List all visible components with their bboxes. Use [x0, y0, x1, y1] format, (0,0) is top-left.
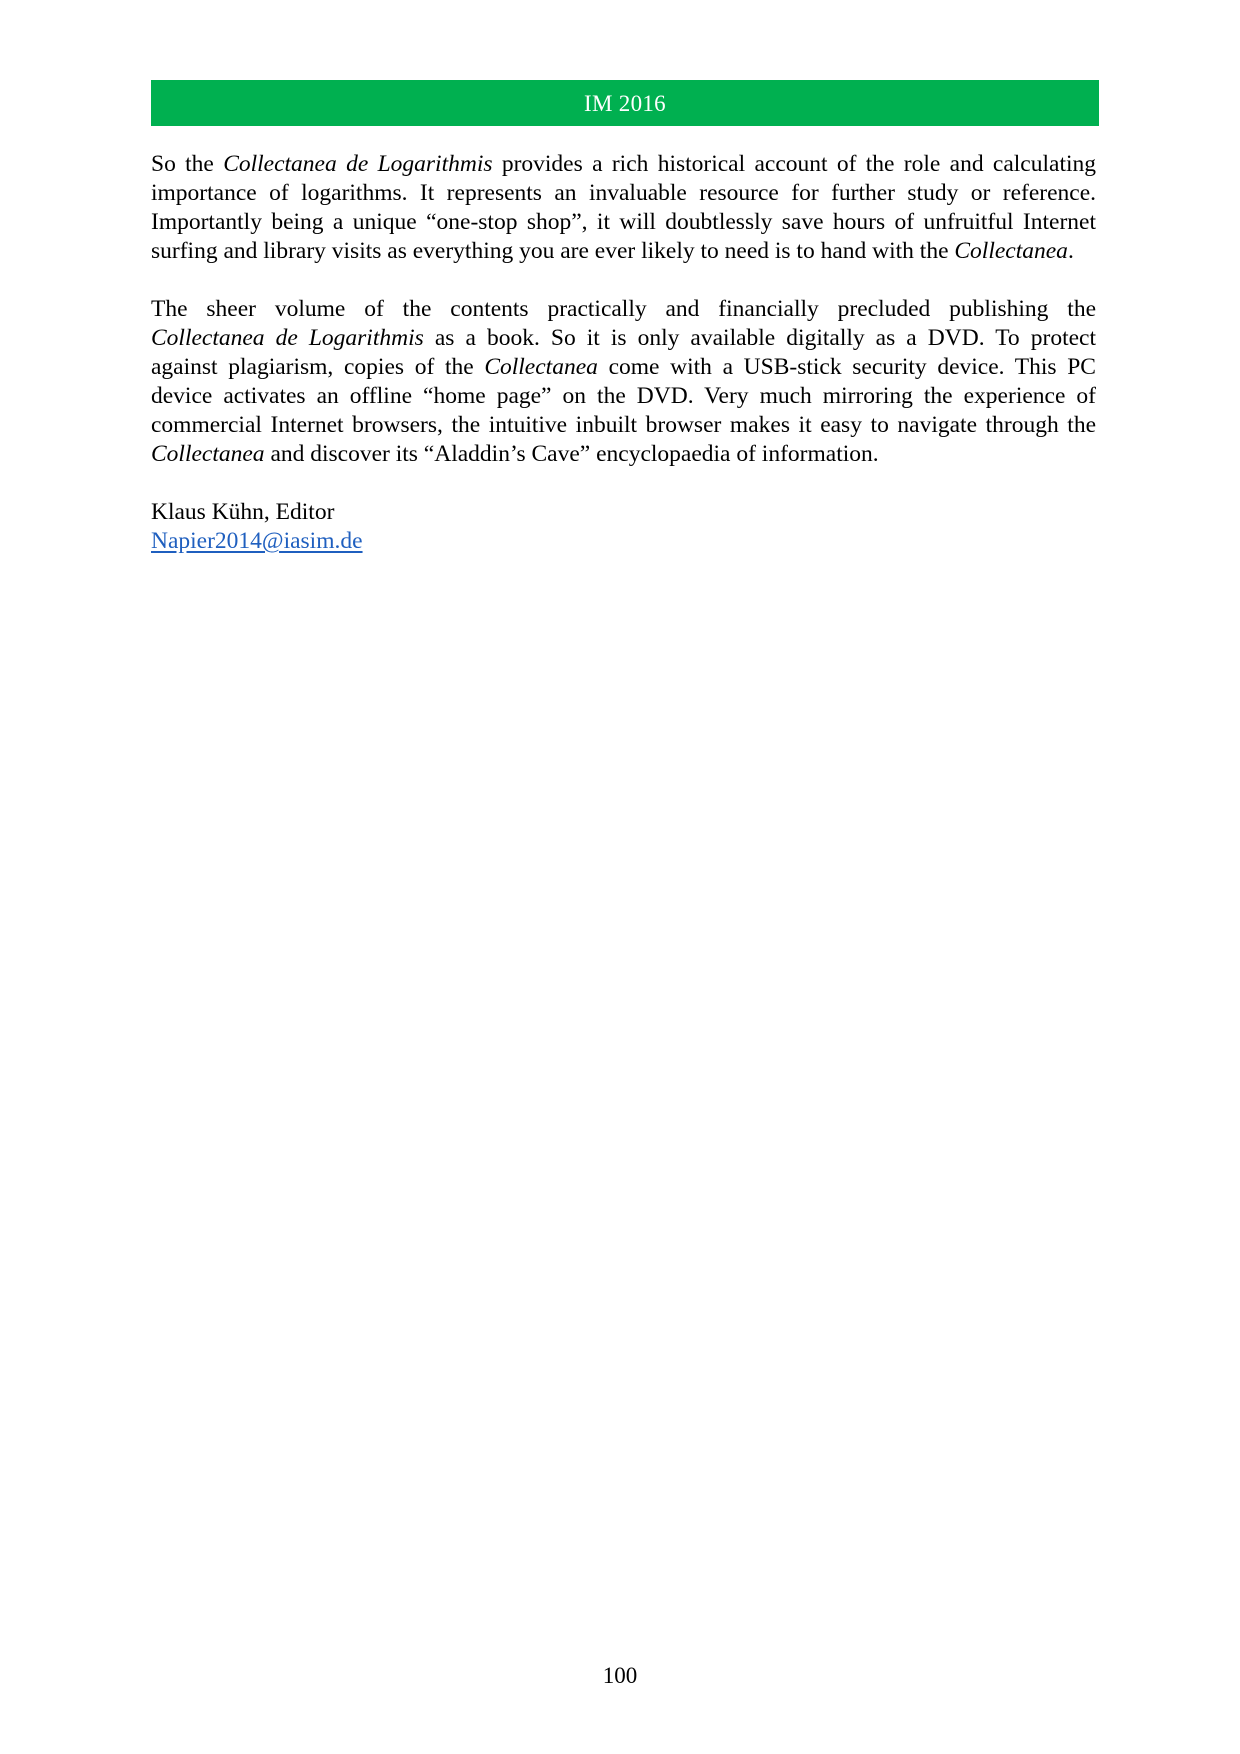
- text-run: and discover its “Aladdin’s Cave” encyclopaedia of information.: [264, 441, 879, 467]
- text-line: [151, 324, 1096, 353]
- signature-block: [151, 498, 1096, 556]
- page-number: 100: [602, 1663, 638, 1688]
- editor-name: Klaus Kühn, Editor: [151, 499, 335, 525]
- italic-title: Collectanea: [484, 354, 598, 380]
- text-run: So the: [151, 151, 224, 177]
- header-bar: [151, 80, 1099, 126]
- page-content: [151, 150, 1096, 556]
- text-line: [151, 353, 1096, 382]
- italic-title: Collectanea: [151, 441, 265, 467]
- text-line: Importantly being a unique “one-stop shop”, it will doubtlessly save hours of unfruitful Internet: [151, 209, 1096, 235]
- header-title: IM 2016: [584, 90, 666, 116]
- text-line: commercial Internet browsers, the intuitive inbuilt browser makes it easy to navigate through the: [151, 412, 1096, 438]
- italic-title: Collectanea de Logarithmis: [223, 151, 493, 177]
- text-run: come with a USB-stick security device. This PC: [597, 354, 1096, 380]
- paragraph-distribution: [151, 295, 1096, 469]
- text-line: The sheer volume of the contents practically and financially precluded publishing the: [151, 296, 1096, 322]
- text-run: surfing and library visits as everything you are ever likely to need is to hand with the: [151, 238, 955, 264]
- text-run: provides a rich historical account of the role and calculating: [492, 151, 1097, 177]
- text-line: [151, 440, 1096, 469]
- text-line: importance of logarithms. It represents an invaluable resource for further study or reference.: [151, 180, 1096, 206]
- paragraph-summary: [151, 150, 1096, 266]
- text-run: against plagiarism, copies of the: [151, 354, 485, 380]
- text-run: as a book. So it is only available digitally as a DVD. To protect: [423, 325, 1096, 351]
- italic-title: Collectanea de Logarithmis: [151, 325, 424, 351]
- text-run: .: [1067, 238, 1074, 264]
- text-line: device activates an offline “home page” on the DVD. Very much mirroring the experience of: [151, 383, 1096, 409]
- editor-email-link[interactable]: Napier2014@iasim.de: [151, 528, 363, 554]
- text-line: [151, 237, 1096, 266]
- text-line: [151, 150, 1096, 179]
- italic-title: Collectanea: [954, 238, 1068, 264]
